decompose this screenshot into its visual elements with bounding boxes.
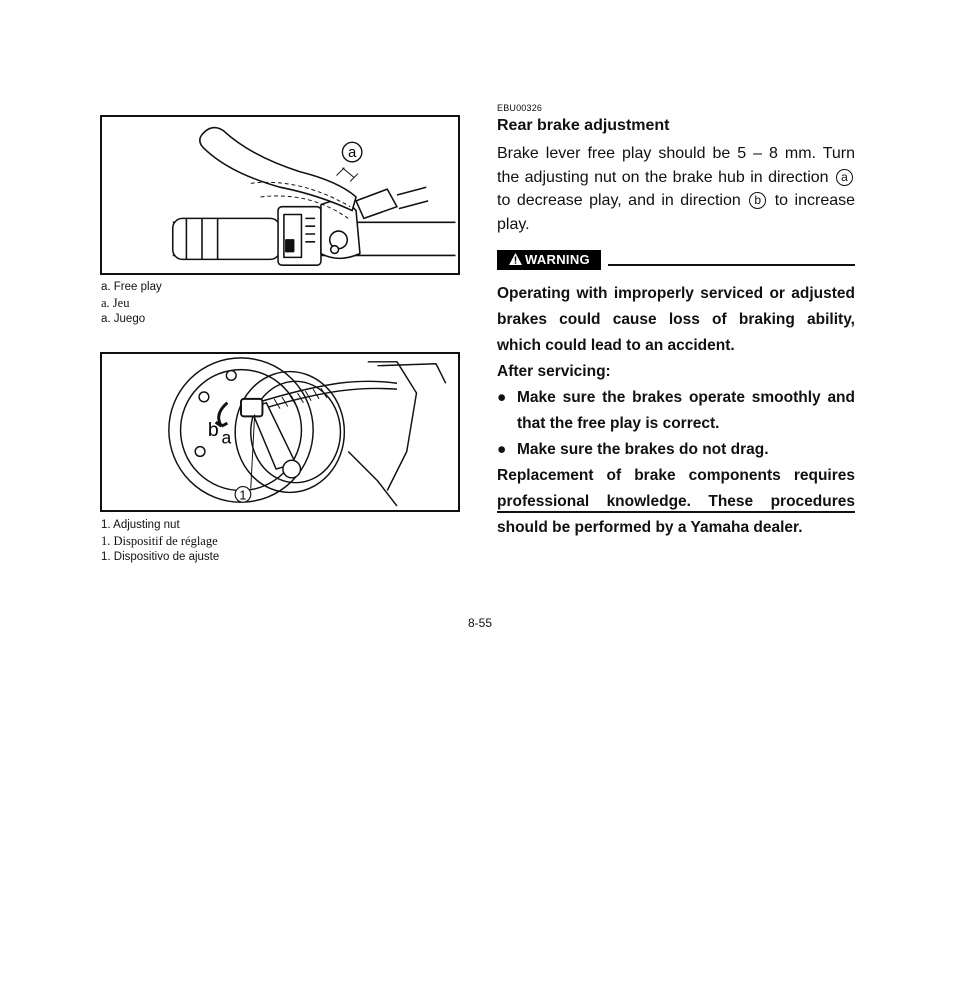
warning-label: WARNING (525, 252, 590, 267)
para-part-1: Brake lever free play should be 5 – 8 mm. Turn the adjusting nut on the brake hub in direction (497, 145, 855, 186)
warning-header (497, 250, 855, 270)
caption-free-play: a. Free play (101, 281, 162, 293)
direction-a-marker: a (836, 169, 853, 186)
callout-a-label: a (348, 144, 357, 161)
bullet-text-2: Make sure the brakes do not drag. (517, 441, 769, 458)
section-title: Rear brake adjustment (497, 117, 670, 134)
warning-body (497, 281, 855, 541)
bullet-text-1: Make sure the brakes operate smoothly and that the free play is correct. (517, 389, 855, 432)
bullet-icon: ● (497, 441, 507, 458)
page-number: 8-55 (467, 616, 493, 630)
figure1-captions (101, 279, 162, 327)
caption-jeu: a. Jeu (101, 296, 130, 310)
callout-1-label: 1 (239, 488, 247, 503)
caption-adjusting-nut: 1. Adjusting nut (101, 519, 180, 531)
section-code: EBU00326 (497, 103, 543, 113)
caption-dispositivo: 1. Dispositivo de ajuste (101, 551, 220, 563)
figure2-captions (101, 517, 219, 565)
caption-juego: a. Juego (101, 313, 146, 325)
warning-badge (497, 250, 601, 270)
direction-b-marker: b (749, 192, 766, 209)
warning-bullet (497, 385, 855, 437)
adjustment-paragraph (497, 142, 855, 236)
rear-brake-hub-figure (100, 352, 460, 512)
warning-text-2: Replacement of brake components requires professional knowledge. These procedures should be performed by a Yamaha dealer. (497, 467, 855, 536)
callout-b-label: b (207, 418, 219, 441)
warning-end-rule (497, 511, 855, 513)
caption-dispositif: 1. Dispositif de réglage (101, 534, 218, 548)
para-part-2: to decrease play, and in direction (497, 192, 741, 209)
warning-text-1: Operating with improperly serviced or adjusted brakes could cause loss of braking ability, which could lead to an accident. (497, 285, 855, 354)
bullet-icon: ● (497, 389, 507, 406)
warning-bullet (497, 437, 855, 463)
para-part-3: to increase play. (497, 192, 856, 233)
warning-triangle-icon (509, 251, 522, 271)
callout-a2-label: a (221, 427, 232, 448)
after-servicing-label: After servicing: (497, 363, 611, 380)
brake-lever-figure (100, 115, 460, 275)
warning-rule (608, 264, 855, 266)
